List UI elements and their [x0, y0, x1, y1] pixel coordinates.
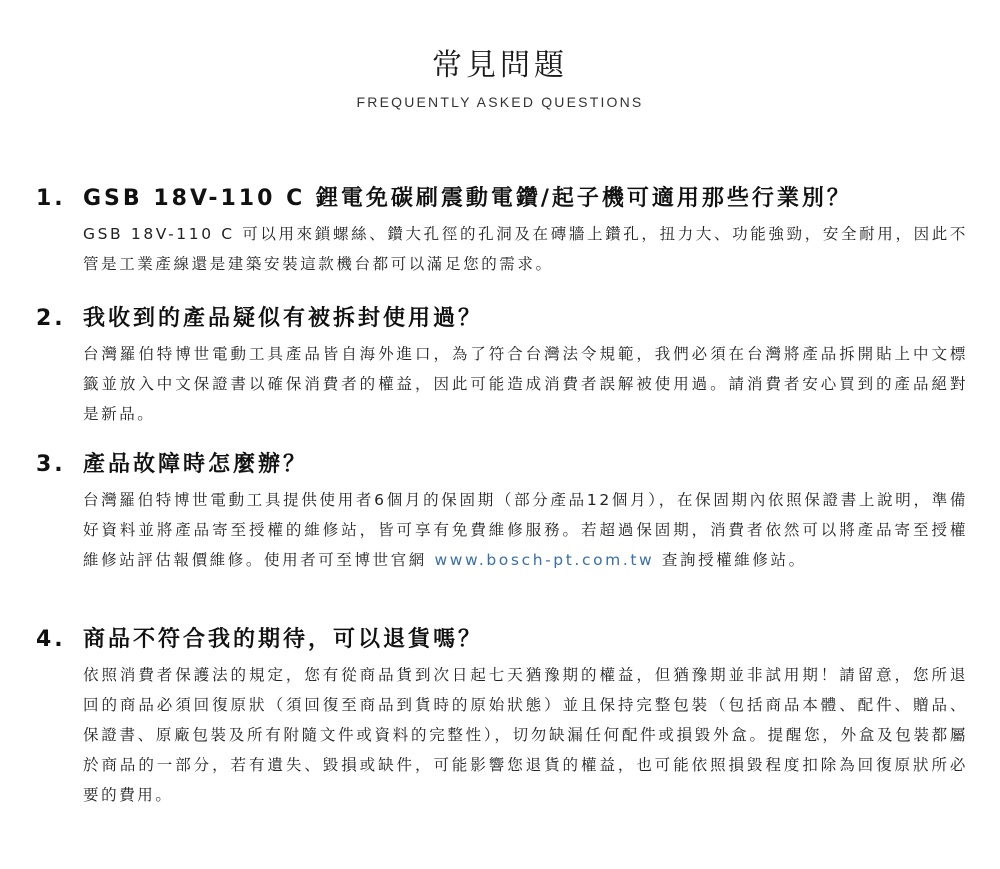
faq-question-text: 商品不符合我的期待，可以退貨嗎？: [83, 627, 484, 652]
faq-question-text: 我收到的產品疑似有被拆封使用過？: [83, 306, 484, 331]
faq-item-1: [36, 183, 976, 279]
faq-answer: 台灣羅伯特博世電動工具產品皆自海外進口，為了符合台灣法令規範，我們必須在台灣將產品拆開貼上中文標籤並放入中文保證書以確保消費者的權益，因此可能造成消費者誤解被使用過。請消費者安心買到的產品絕對是新品。: [83, 345, 968, 423]
faq-item-4: [36, 624, 976, 810]
faq-answer: [83, 485, 968, 575]
faq-answer: GSB 18V-110 C 可以用來鎖螺絲、鑽大孔徑的孔洞及在磚牆上鑽孔，扭力大、功能強勁，安全耐用，因此不管是工業產線還是建築安裝這款機台都可以滿足您的需求。: [83, 225, 968, 273]
faq-number: 3.: [36, 452, 66, 477]
faq-item-3: [36, 449, 976, 575]
faq-question: [36, 449, 976, 481]
faq-answer-text-end: 查詢授權維修站。: [654, 551, 807, 569]
faq-question: [36, 303, 976, 335]
faq-number: 4.: [36, 627, 66, 652]
faq-answer-text: 台灣羅伯特博世電動工具提供使用者6個月的保固期（部分產品12個月），在保固期內依照保證書上說明，準備好資料並將產品寄至授權的維修站，皆可享有免費維修服務。若超過保固期，消費者依然可以將產品寄至授權維修站評估報價維修。使用者可至博世官網: [83, 491, 968, 569]
faq-question-text: GSB 18V-110 C 鋰電免碳刷震動電鑽/起子機可適用那些行業別？: [83, 186, 852, 211]
faq-header: [0, 44, 1000, 112]
faq-number: 2.: [36, 306, 66, 331]
website-link[interactable]: www.bosch-pt.com.tw: [434, 551, 655, 569]
faq-item-2: [36, 303, 976, 429]
page-subtitle: FREQUENTLY ASKED QUESTIONS: [356, 94, 644, 110]
faq-question: [36, 624, 976, 656]
faq-question: [36, 183, 976, 215]
faq-number: 1.: [36, 186, 66, 211]
faq-question-text: 產品故障時怎麼辦？: [83, 452, 309, 477]
faq-answer: 依照消費者保護法的規定，您有從商品貨到次日起七天猶豫期的權益，但猶豫期並非試用期！請留意，您所退回的商品必須回復原狀（須回復至商品到貨時的原始狀態）並且保持完整包裝（包括商品本體、配件、贈品、保證書、原廠包裝及所有附隨文件或資料的完整性），切勿缺漏任何配件或損毀外盒。提醒您，外盒及包裝都屬於商品的一部分，若有遺失、毀損或缺件，可能影響您退貨的權益，也可能依照損毀程度扣除為回復原狀所必要的費用。: [83, 666, 968, 804]
page-title: 常見問題: [432, 48, 568, 83]
